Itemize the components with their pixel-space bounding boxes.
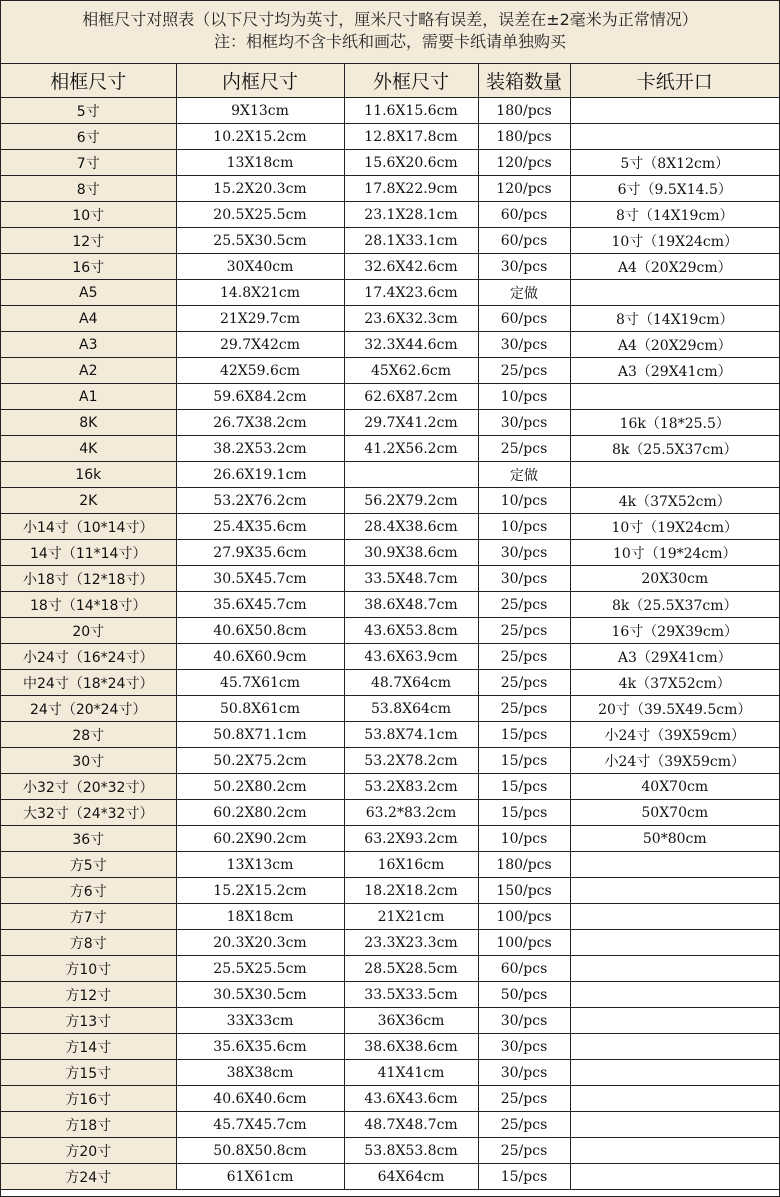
frame-size-cell: 10寸	[1, 202, 176, 228]
table-row	[1, 150, 779, 176]
frame-size-cell: 小32寸（20*32寸）	[1, 774, 176, 800]
inner-size-cell: 27.9X35.6cm	[176, 540, 344, 566]
frame-size-cell: 16k	[1, 462, 176, 488]
table-row	[1, 722, 779, 748]
frame-size-cell: 14寸（11*14寸）	[1, 540, 176, 566]
table-row	[1, 410, 779, 436]
inner-size-cell: 13X18cm	[176, 150, 344, 176]
box-quantity-cell: 120/pcs	[478, 150, 570, 176]
inner-size-cell: 25.5X25.5cm	[176, 956, 344, 982]
mat-opening-cell: 8k（25.5X37cm）	[570, 592, 779, 618]
frame-size-cell: 小14寸（10*14寸）	[1, 514, 176, 540]
mat-opening-cell: 小24寸（39X59cm）	[570, 722, 779, 748]
col-header-inner-size: 内框尺寸	[176, 64, 344, 98]
table-row	[1, 384, 779, 410]
mat-opening-cell	[570, 1164, 779, 1190]
outer-size-cell: 45X62.6cm	[344, 358, 478, 384]
outer-size-cell: 62.6X87.2cm	[344, 384, 478, 410]
box-quantity-cell: 15/pcs	[478, 722, 570, 748]
box-quantity-cell: 10/pcs	[478, 384, 570, 410]
mat-opening-cell	[570, 982, 779, 1008]
frame-size-cell: 方24寸	[1, 1164, 176, 1190]
inner-size-cell: 40.6X50.8cm	[176, 618, 344, 644]
outer-size-cell: 17.4X23.6cm	[344, 280, 478, 306]
table-row	[1, 124, 779, 150]
outer-size-cell: 53.8X53.8cm	[344, 1138, 478, 1164]
mat-opening-cell: 20寸（39.5X49.5cm）	[570, 696, 779, 722]
frame-size-cell: 小18寸（12*18寸）	[1, 566, 176, 592]
outer-size-cell: 43.6X53.8cm	[344, 618, 478, 644]
mat-opening-cell: 50X70cm	[570, 800, 779, 826]
box-quantity-cell: 25/pcs	[478, 436, 570, 462]
outer-size-cell: 21X21cm	[344, 904, 478, 930]
inner-size-cell: 18X18cm	[176, 904, 344, 930]
frame-size-cell: 8K	[1, 410, 176, 436]
mat-opening-cell: 8寸（14X19cm）	[570, 306, 779, 332]
box-quantity-cell: 30/pcs	[478, 1034, 570, 1060]
chart-note: 注：相框均不含卡纸和画芯，需要卡纸请单独购买	[213, 32, 566, 51]
table-header-row	[1, 64, 779, 98]
table-row	[1, 618, 779, 644]
outer-size-cell: 23.3X23.3cm	[344, 930, 478, 956]
frame-size-cell: A3	[1, 332, 176, 358]
frame-size-cell: 24寸（20*24寸）	[1, 696, 176, 722]
inner-size-cell: 42X59.6cm	[176, 358, 344, 384]
inner-size-cell: 50.8X50.8cm	[176, 1138, 344, 1164]
mat-opening-cell	[570, 98, 779, 124]
outer-size-cell: 18.2X18.2cm	[344, 878, 478, 904]
inner-size-cell: 40.6X40.6cm	[176, 1086, 344, 1112]
size-table	[1, 64, 779, 1190]
outer-size-cell: 23.6X32.3cm	[344, 306, 478, 332]
outer-size-cell: 63.2*83.2cm	[344, 800, 478, 826]
col-header-outer-size: 外框尺寸	[344, 64, 478, 98]
frame-size-cell: 方8寸	[1, 930, 176, 956]
chart-header	[1, 1, 779, 64]
box-quantity-cell: 180/pcs	[478, 852, 570, 878]
mat-opening-cell: A4（20X29cm）	[570, 254, 779, 280]
inner-size-cell: 30X40cm	[176, 254, 344, 280]
mat-opening-cell: 40X70cm	[570, 774, 779, 800]
outer-size-cell: 38.6X38.6cm	[344, 1034, 478, 1060]
box-quantity-cell: 25/pcs	[478, 696, 570, 722]
inner-size-cell: 29.7X42cm	[176, 332, 344, 358]
inner-size-cell: 9X13cm	[176, 98, 344, 124]
outer-size-cell: 53.2X83.2cm	[344, 774, 478, 800]
box-quantity-cell: 180/pcs	[478, 98, 570, 124]
box-quantity-cell: 定做	[478, 280, 570, 306]
inner-size-cell: 26.7X38.2cm	[176, 410, 344, 436]
box-quantity-cell: 50/pcs	[478, 982, 570, 1008]
frame-size-cell: 方6寸	[1, 878, 176, 904]
table-row	[1, 644, 779, 670]
table-row	[1, 826, 779, 852]
mat-opening-cell	[570, 1034, 779, 1060]
mat-opening-cell: 小24寸（39X59cm）	[570, 748, 779, 774]
outer-size-cell: 28.1X33.1cm	[344, 228, 478, 254]
inner-size-cell: 45.7X61cm	[176, 670, 344, 696]
table-row	[1, 592, 779, 618]
mat-opening-cell	[570, 1086, 779, 1112]
box-quantity-cell: 100/pcs	[478, 904, 570, 930]
frame-size-cell: 36寸	[1, 826, 176, 852]
table-row	[1, 878, 779, 904]
inner-size-cell: 45.7X45.7cm	[176, 1112, 344, 1138]
box-quantity-cell: 15/pcs	[478, 1164, 570, 1190]
inner-size-cell: 61X61cm	[176, 1164, 344, 1190]
table-row	[1, 800, 779, 826]
mat-opening-cell: 20X30cm	[570, 566, 779, 592]
box-quantity-cell: 30/pcs	[478, 410, 570, 436]
box-quantity-cell: 30/pcs	[478, 540, 570, 566]
box-quantity-cell: 15/pcs	[478, 800, 570, 826]
mat-opening-cell: 4k（37X52cm）	[570, 670, 779, 696]
mat-opening-cell: 4k（37X52cm）	[570, 488, 779, 514]
outer-size-cell: 53.8X74.1cm	[344, 722, 478, 748]
outer-size-cell: 28.5X28.5cm	[344, 956, 478, 982]
box-quantity-cell: 30/pcs	[478, 1060, 570, 1086]
inner-size-cell: 35.6X45.7cm	[176, 592, 344, 618]
outer-size-cell: 48.7X48.7cm	[344, 1112, 478, 1138]
outer-size-cell: 36X36cm	[344, 1008, 478, 1034]
inner-size-cell: 25.5X30.5cm	[176, 228, 344, 254]
outer-size-cell: 23.1X28.1cm	[344, 202, 478, 228]
mat-opening-cell	[570, 462, 779, 488]
mat-opening-cell: 8k（25.5X37cm）	[570, 436, 779, 462]
frame-size-cell: 8寸	[1, 176, 176, 202]
table-row	[1, 280, 779, 306]
inner-size-cell: 50.8X71.1cm	[176, 722, 344, 748]
table-row	[1, 670, 779, 696]
box-quantity-cell: 10/pcs	[478, 826, 570, 852]
table-row	[1, 956, 779, 982]
outer-size-cell: 64X64cm	[344, 1164, 478, 1190]
mat-opening-cell	[570, 878, 779, 904]
outer-size-cell: 63.2X93.2cm	[344, 826, 478, 852]
frame-size-cell: 方5寸	[1, 852, 176, 878]
box-quantity-cell: 60/pcs	[478, 202, 570, 228]
table-row	[1, 566, 779, 592]
inner-size-cell: 60.2X80.2cm	[176, 800, 344, 826]
inner-size-cell: 53.2X76.2cm	[176, 488, 344, 514]
inner-size-cell: 50.2X80.2cm	[176, 774, 344, 800]
outer-size-cell: 33.5X33.5cm	[344, 982, 478, 1008]
frame-size-cell: 方16寸	[1, 1086, 176, 1112]
table-row	[1, 1034, 779, 1060]
outer-size-cell: 11.6X15.6cm	[344, 98, 478, 124]
mat-opening-cell	[570, 280, 779, 306]
box-quantity-cell: 25/pcs	[478, 644, 570, 670]
mat-opening-cell: 16k（18*25.5）	[570, 410, 779, 436]
inner-size-cell: 15.2X15.2cm	[176, 878, 344, 904]
inner-size-cell: 50.8X61cm	[176, 696, 344, 722]
table-row	[1, 774, 779, 800]
frame-size-cell: 方20寸	[1, 1138, 176, 1164]
mat-opening-cell	[570, 956, 779, 982]
box-quantity-cell: 25/pcs	[478, 1138, 570, 1164]
outer-size-cell: 30.9X38.6cm	[344, 540, 478, 566]
outer-size-cell: 16X16cm	[344, 852, 478, 878]
frame-size-cell: A4	[1, 306, 176, 332]
chart-title: 相框尺寸对照表（以下尺寸均为英寸，厘米尺寸略有误差，误差在±2毫米为正常情况）	[82, 10, 698, 29]
inner-size-cell: 25.4X35.6cm	[176, 514, 344, 540]
inner-size-cell: 20.3X20.3cm	[176, 930, 344, 956]
col-header-mat-opening: 卡纸开口	[570, 64, 779, 98]
table-row	[1, 254, 779, 280]
box-quantity-cell: 60/pcs	[478, 306, 570, 332]
col-header-box-quantity: 装箱数量	[478, 64, 570, 98]
mat-opening-cell	[570, 1008, 779, 1034]
frame-size-cell: 30寸	[1, 748, 176, 774]
inner-size-cell: 14.8X21cm	[176, 280, 344, 306]
frame-size-cell: 18寸（14*18寸）	[1, 592, 176, 618]
outer-size-cell: 53.2X78.2cm	[344, 748, 478, 774]
outer-size-cell: 56.2X79.2cm	[344, 488, 478, 514]
table-row	[1, 852, 779, 878]
outer-size-cell: 41.2X56.2cm	[344, 436, 478, 462]
frame-size-cell: 方18寸	[1, 1112, 176, 1138]
frame-size-cell: 5寸	[1, 98, 176, 124]
frame-size-cell: 方10寸	[1, 956, 176, 982]
frame-size-cell: 12寸	[1, 228, 176, 254]
box-quantity-cell: 30/pcs	[478, 1008, 570, 1034]
frame-size-cell: 小24寸（16*24寸）	[1, 644, 176, 670]
mat-opening-cell	[570, 1112, 779, 1138]
mat-opening-cell: 5寸（8X12cm）	[570, 150, 779, 176]
box-quantity-cell: 30/pcs	[478, 254, 570, 280]
table-row	[1, 1086, 779, 1112]
frame-size-cell: A2	[1, 358, 176, 384]
inner-size-cell: 13X13cm	[176, 852, 344, 878]
mat-opening-cell	[570, 930, 779, 956]
table-row	[1, 540, 779, 566]
frame-size-cell: 中24寸（18*24寸）	[1, 670, 176, 696]
table-row	[1, 488, 779, 514]
col-header-frame-size: 相框尺寸	[1, 64, 176, 98]
table-row	[1, 1112, 779, 1138]
box-quantity-cell: 定做	[478, 462, 570, 488]
mat-opening-cell	[570, 904, 779, 930]
mat-opening-cell: A3（29X41cm）	[570, 358, 779, 384]
mat-opening-cell: 6寸（9.5X14.5）	[570, 176, 779, 202]
outer-size-cell: 17.8X22.9cm	[344, 176, 478, 202]
frame-size-cell: 4K	[1, 436, 176, 462]
frame-size-cell: 方13寸	[1, 1008, 176, 1034]
outer-size-cell	[344, 462, 478, 488]
table-body	[1, 98, 779, 1190]
table-row	[1, 748, 779, 774]
mat-opening-cell	[570, 384, 779, 410]
table-row	[1, 1164, 779, 1190]
inner-size-cell: 30.5X45.7cm	[176, 566, 344, 592]
frame-size-cell: 方14寸	[1, 1034, 176, 1060]
frame-size-cell: 6寸	[1, 124, 176, 150]
table-row	[1, 930, 779, 956]
frame-size-cell: 2K	[1, 488, 176, 514]
frame-size-cell: 方7寸	[1, 904, 176, 930]
inner-size-cell: 38.2X53.2cm	[176, 436, 344, 462]
mat-opening-cell: A4（20X29cm）	[570, 332, 779, 358]
table-row	[1, 436, 779, 462]
mat-opening-cell	[570, 1138, 779, 1164]
box-quantity-cell: 60/pcs	[478, 956, 570, 982]
table-row	[1, 1138, 779, 1164]
table-row	[1, 696, 779, 722]
table-row	[1, 982, 779, 1008]
table-row	[1, 1008, 779, 1034]
box-quantity-cell: 100/pcs	[478, 930, 570, 956]
box-quantity-cell: 25/pcs	[478, 618, 570, 644]
table-row	[1, 306, 779, 332]
box-quantity-cell: 120/pcs	[478, 176, 570, 202]
table-row	[1, 514, 779, 540]
mat-opening-cell	[570, 852, 779, 878]
mat-opening-cell	[570, 124, 779, 150]
frame-size-cell: 16寸	[1, 254, 176, 280]
inner-size-cell: 59.6X84.2cm	[176, 384, 344, 410]
outer-size-cell: 41X41cm	[344, 1060, 478, 1086]
mat-opening-cell	[570, 1060, 779, 1086]
inner-size-cell: 30.5X30.5cm	[176, 982, 344, 1008]
frame-size-cell: 7寸	[1, 150, 176, 176]
table-row	[1, 228, 779, 254]
table-row	[1, 332, 779, 358]
frame-size-cell: 方15寸	[1, 1060, 176, 1086]
inner-size-cell: 50.2X75.2cm	[176, 748, 344, 774]
outer-size-cell: 32.6X42.6cm	[344, 254, 478, 280]
mat-opening-cell: 16寸（29X39cm）	[570, 618, 779, 644]
mat-opening-cell: A3（29X41cm）	[570, 644, 779, 670]
outer-size-cell: 53.8X64cm	[344, 696, 478, 722]
frame-size-cell: 大32寸（24*32寸）	[1, 800, 176, 826]
box-quantity-cell: 10/pcs	[478, 514, 570, 540]
mat-opening-cell: 10寸（19X24cm）	[570, 228, 779, 254]
inner-size-cell: 35.6X35.6cm	[176, 1034, 344, 1060]
outer-size-cell: 43.6X43.6cm	[344, 1086, 478, 1112]
box-quantity-cell: 30/pcs	[478, 566, 570, 592]
box-quantity-cell: 25/pcs	[478, 1086, 570, 1112]
box-quantity-cell: 25/pcs	[478, 1112, 570, 1138]
box-quantity-cell: 15/pcs	[478, 748, 570, 774]
inner-size-cell: 10.2X15.2cm	[176, 124, 344, 150]
frame-size-cell: A5	[1, 280, 176, 306]
box-quantity-cell: 30/pcs	[478, 332, 570, 358]
inner-size-cell: 15.2X20.3cm	[176, 176, 344, 202]
frame-size-cell: A1	[1, 384, 176, 410]
outer-size-cell: 33.5X48.7cm	[344, 566, 478, 592]
box-quantity-cell: 25/pcs	[478, 358, 570, 384]
mat-opening-cell: 8寸（14X19cm）	[570, 202, 779, 228]
outer-size-cell: 43.6X63.9cm	[344, 644, 478, 670]
table-row	[1, 462, 779, 488]
inner-size-cell: 60.2X90.2cm	[176, 826, 344, 852]
table-row	[1, 1060, 779, 1086]
frame-size-cell: 20寸	[1, 618, 176, 644]
table-row	[1, 358, 779, 384]
inner-size-cell: 38X38cm	[176, 1060, 344, 1086]
table-row	[1, 176, 779, 202]
frame-size-cell: 28寸	[1, 722, 176, 748]
mat-opening-cell: 10寸（19X24cm）	[570, 514, 779, 540]
box-quantity-cell: 15/pcs	[478, 774, 570, 800]
table-row	[1, 202, 779, 228]
inner-size-cell: 21X29.7cm	[176, 306, 344, 332]
box-quantity-cell: 25/pcs	[478, 592, 570, 618]
outer-size-cell: 28.4X38.6cm	[344, 514, 478, 540]
outer-size-cell: 38.6X48.7cm	[344, 592, 478, 618]
inner-size-cell: 26.6X19.1cm	[176, 462, 344, 488]
outer-size-cell: 15.6X20.6cm	[344, 150, 478, 176]
table-row	[1, 98, 779, 124]
box-quantity-cell: 10/pcs	[478, 488, 570, 514]
outer-size-cell: 29.7X41.2cm	[344, 410, 478, 436]
mat-opening-cell: 10寸（19*24cm）	[570, 540, 779, 566]
table-row	[1, 904, 779, 930]
box-quantity-cell: 25/pcs	[478, 670, 570, 696]
inner-size-cell: 33X33cm	[176, 1008, 344, 1034]
box-quantity-cell: 180/pcs	[478, 124, 570, 150]
inner-size-cell: 20.5X25.5cm	[176, 202, 344, 228]
box-quantity-cell: 60/pcs	[478, 228, 570, 254]
outer-size-cell: 12.8X17.8cm	[344, 124, 478, 150]
outer-size-cell: 48.7X64cm	[344, 670, 478, 696]
inner-size-cell: 40.6X60.9cm	[176, 644, 344, 670]
outer-size-cell: 32.3X44.6cm	[344, 332, 478, 358]
frame-size-cell: 方12寸	[1, 982, 176, 1008]
mat-opening-cell: 50*80cm	[570, 826, 779, 852]
box-quantity-cell: 150/pcs	[478, 878, 570, 904]
